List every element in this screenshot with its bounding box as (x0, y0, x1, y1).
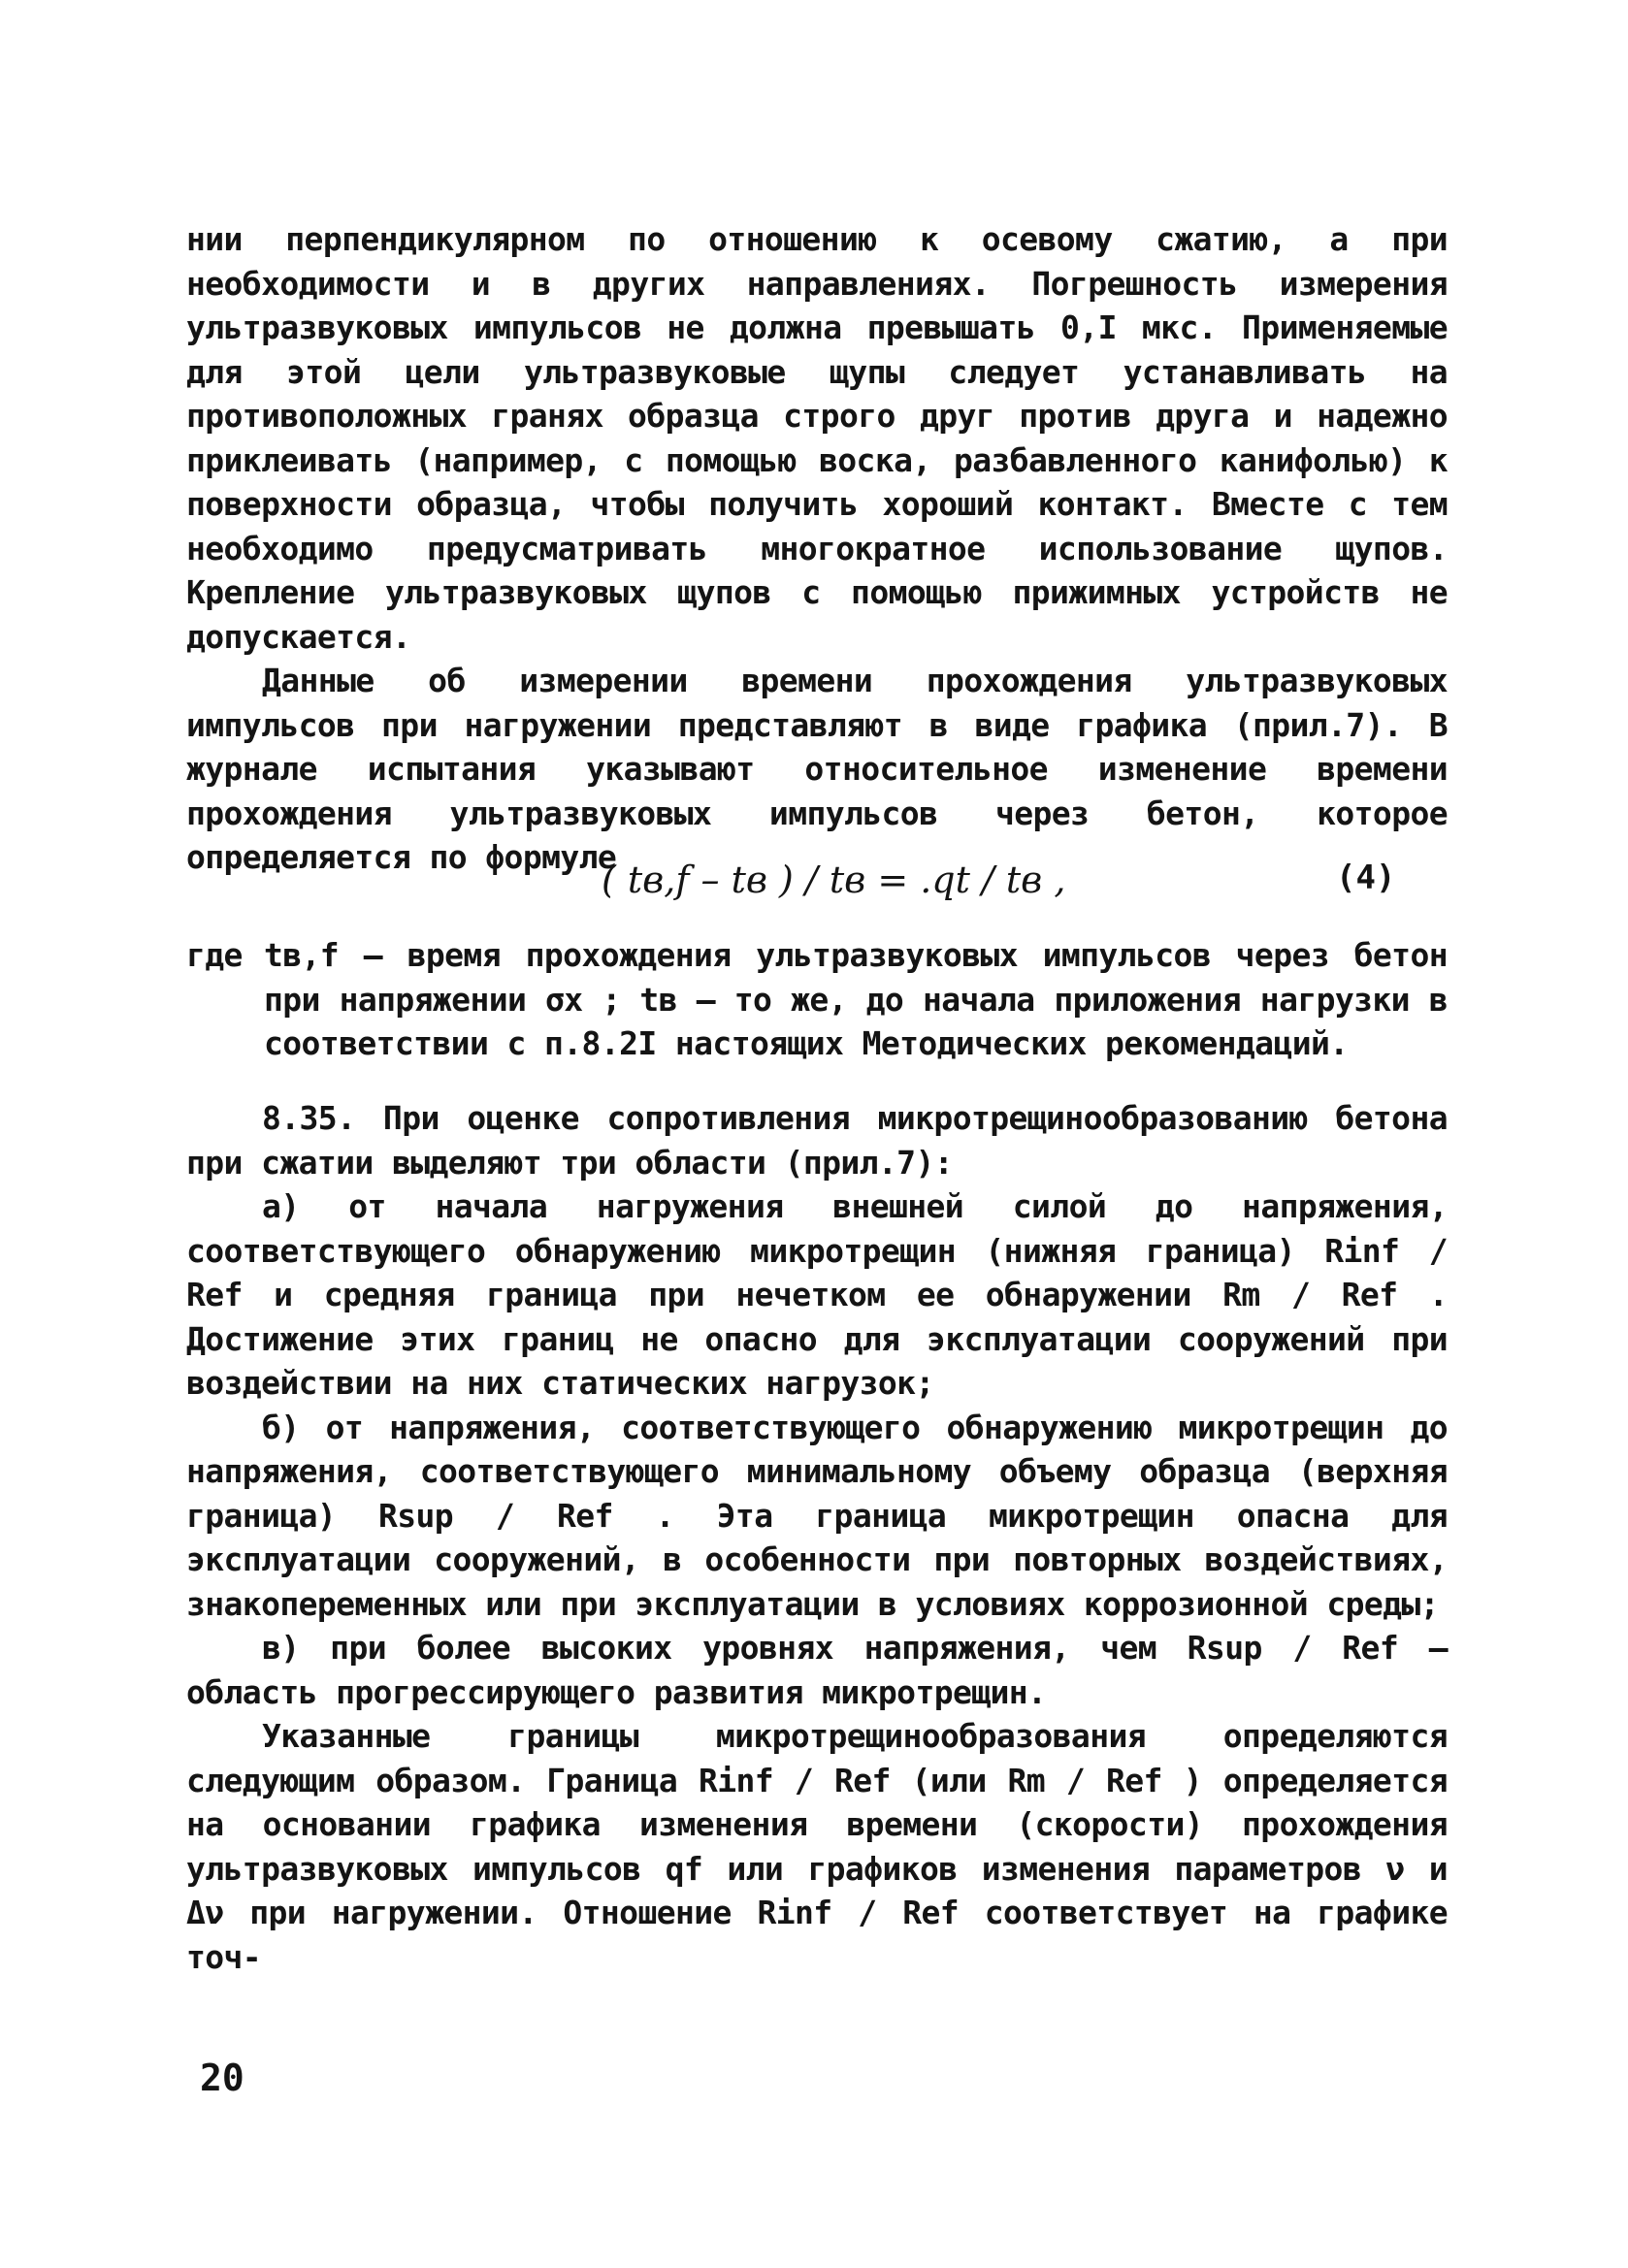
paragraph-continuation: нии перпендикулярном по отношению к осевому сжатию, а при необходимости и в других направлениях. Погрешность измерения ультразвуковых импульсов не должна превышать 0,I мкс. Применяемые для этой цели ультразвуковые щупы следует устанавливать на противоположных гранях образца строго друг против друга и надежно приклеивать (например, с помощью воска, разбавленного канифолью) к поверхности образца, чтобы получить хороший контакт. Вместе с тем необходимо предусматривать многократное использование щупов. Крепление ультразвуковых щупов с помощью прижимных устройств не допускается. (186, 220, 1448, 656)
item-b: б) от напряжения, соответствующего обнаружению микротрещин до напряжения, соответствующего минимальному объему образца (верхняя граница) Rsup / Ref . Эта граница микротрещин опасна для эксплуатации сооружений, в особенности при повторных воздействиях, знакопеременных или при эксплуатации в условиях коррозионной среды; (186, 1408, 1448, 1623)
formula-number: (4) (1336, 859, 1396, 897)
formula-4 (602, 859, 1436, 917)
paragraph-boundaries: Указанные границы микротрещинообразования определяются следующим образом. Граница Rinf / Ref (или Rm / Ref ) определяется на основании графика изменения времени (скорости) прохождения ультразвуковых импульсов qf или графиков изменения параметров ν и Δν при нагружении. Отношение Rinf / Ref соответствует на графике точ- (186, 1717, 1448, 1976)
section-8-35: 8.35. При оценке сопротивления микротрещинообразованию бетона при сжатии выделяют три области (прил.7): (186, 1099, 1448, 1182)
where-definitions: tв,f – время прохождения ультразвуковых импульсов через бетон при напряжении σx ; tв – то же, до начала приложения нагрузки в соответствии с п.8.2I настоящих Методических рекомендаций. (264, 936, 1448, 1062)
paragraph-ultrasonic-data: Данные об измерении времени прохождения ультразвуковых импульсов при нагружении представляют в виде графика (прил.7). В журнале испытания указывают относительное изменение времени прохождения ультразвуковых импульсов через бетон, которое определяется по формуле (186, 662, 1448, 876)
item-a: а) от начала нагружения внешней силой до напряжения, соответствующего обнаружению микротрещин (нижняя граница) Rinf / Ref и средняя граница при нечетком ее обнаружении Rm / Ref . Достижение этих границ не опасно для эксплуатации сооружений при воздействии на них статических нагрузок; (186, 1187, 1448, 1402)
body-text-top (186, 217, 1448, 880)
formula-expression: ( tв,f – tв ) / tв = .qt / tв , (602, 859, 1066, 901)
where-label: где (186, 936, 243, 974)
body-text-bottom (186, 1096, 1448, 1979)
item-v: в) при более высоких уровнях напряжения, чем Rsup / Ref – область прогрессирующего развития микротрещин. (186, 1629, 1448, 1711)
page-number: 20 (200, 2057, 244, 2099)
